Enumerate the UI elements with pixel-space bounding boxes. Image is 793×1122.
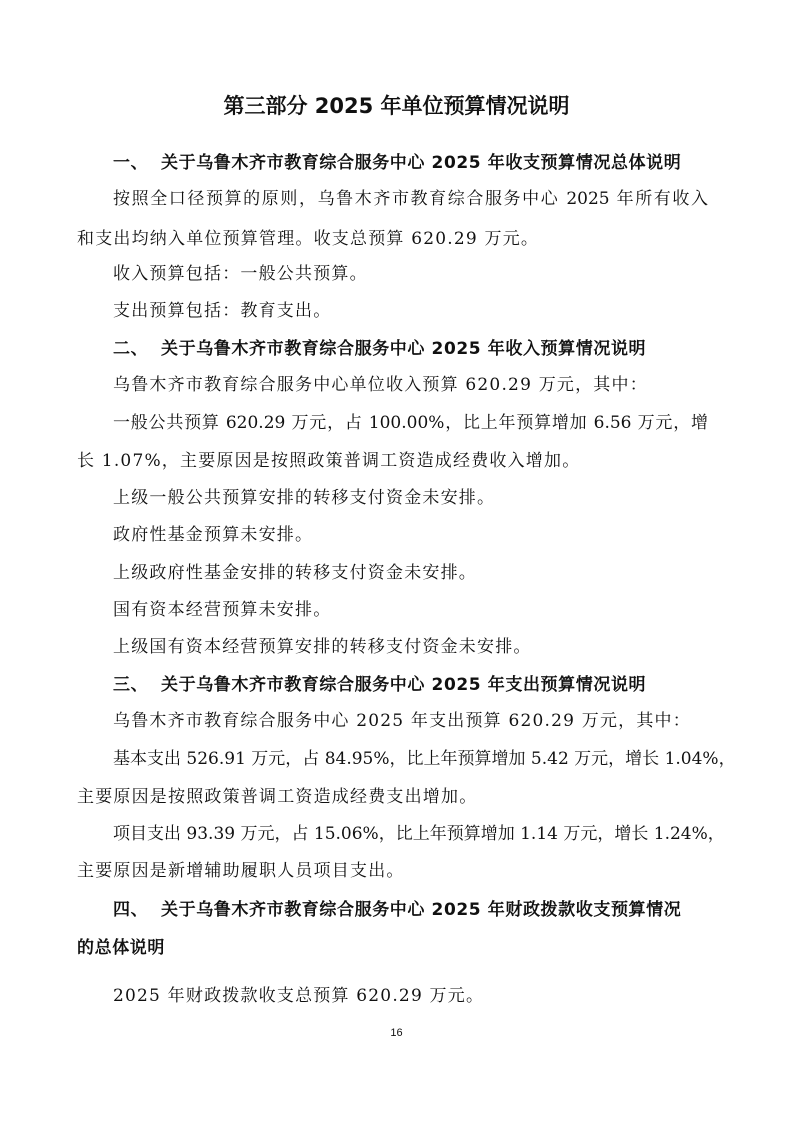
section-1-paragraph-3: 支出预算包括：教育支出。 — [113, 301, 332, 321]
section-3-heading-text: 关于乌鲁木齐市教育综合服务中心 2025 年支出预算情况说明 — [161, 675, 647, 695]
section-2-paragraph-7: 上级国有资本经营预算安排的转移支付资金未安排。 — [113, 637, 532, 657]
section-3-paragraph-1: 乌鲁木齐市教育综合服务中心 2025 年支出预算 620.29 万元，其中： — [113, 711, 691, 731]
section-3-number: 三、 — [113, 675, 149, 695]
section-4-heading-line-2: 的总体说明 — [77, 938, 165, 958]
section-2-heading-text: 关于乌鲁木齐市教育综合服务中心 2025 年收入预算情况说明 — [161, 339, 647, 359]
page-title: 第三部分 2025 年单位预算情况说明 — [223, 94, 570, 118]
section-1-paragraph-2: 收入预算包括：一般公共预算。 — [113, 264, 368, 284]
section-2-paragraph-2-line-2: 长 1.07%，主要原因是按照政策普调工资造成经费收入增加。 — [77, 451, 581, 471]
section-2-heading — [113, 337, 646, 361]
section-2-paragraph-1: 乌鲁木齐市教育综合服务中心单位收入预算 620.29 万元，其中： — [113, 375, 648, 395]
section-2-paragraph-3: 上级一般公共预算安排的转移支付资金未安排。 — [113, 488, 496, 508]
section-3-paragraph-3-line-2: 主要原因是新增辅助履职人员项目支出。 — [77, 861, 405, 881]
section-4-heading-line-1 — [113, 898, 681, 922]
section-2-paragraph-4: 政府性基金预算未安排。 — [113, 525, 314, 545]
section-3-paragraph-3-line-1: 项目支出 93.39 万元，占 15.06%，比上年预算增加 1.14 万元，增长 1.24%， — [113, 824, 725, 844]
section-1-number: 一、 — [113, 153, 149, 173]
section-3-paragraph-2-line-1: 基本支出 526.91 万元，占 84.95%，比上年预算增加 5.42 万元，增长 1.04%， — [113, 749, 736, 769]
section-2-paragraph-6: 国有资本经营预算未安排。 — [113, 600, 332, 620]
section-2-number: 二、 — [113, 339, 149, 359]
section-2-paragraph-2-line-1: 一般公共预算 620.29 万元，占 100.00%，比上年预算增加 6.56 万元，增 — [113, 413, 708, 433]
section-3-paragraph-2-line-2: 主要原因是按照政策普调工资造成经费支出增加。 — [77, 787, 478, 807]
section-1-heading — [113, 151, 681, 175]
section-4-heading-text: 关于乌鲁木齐市教育综合服务中心 2025 年财政拨款收支预算情况 — [161, 900, 682, 920]
section-3-heading — [113, 673, 646, 697]
section-1-paragraph-1-line-2: 和支出均纳入单位预算管理。收支总预算 620.29 万元。 — [77, 229, 540, 249]
section-2-paragraph-5: 上级政府性基金安排的转移支付资金未安排。 — [113, 563, 477, 583]
section-1-heading-text: 关于乌鲁木齐市教育综合服务中心 2025 年收支预算情况总体说明 — [161, 153, 682, 173]
section-4-number: 四、 — [113, 900, 149, 920]
page-number: 16 — [390, 1027, 403, 1039]
section-4-paragraph-1: 2025 年财政拨款收支总预算 620.29 万元。 — [113, 986, 485, 1006]
section-1-paragraph-1-line-1: 按照全口径预算的原则，乌鲁木齐市教育综合服务中心 2025 年所有收入 — [113, 189, 708, 209]
